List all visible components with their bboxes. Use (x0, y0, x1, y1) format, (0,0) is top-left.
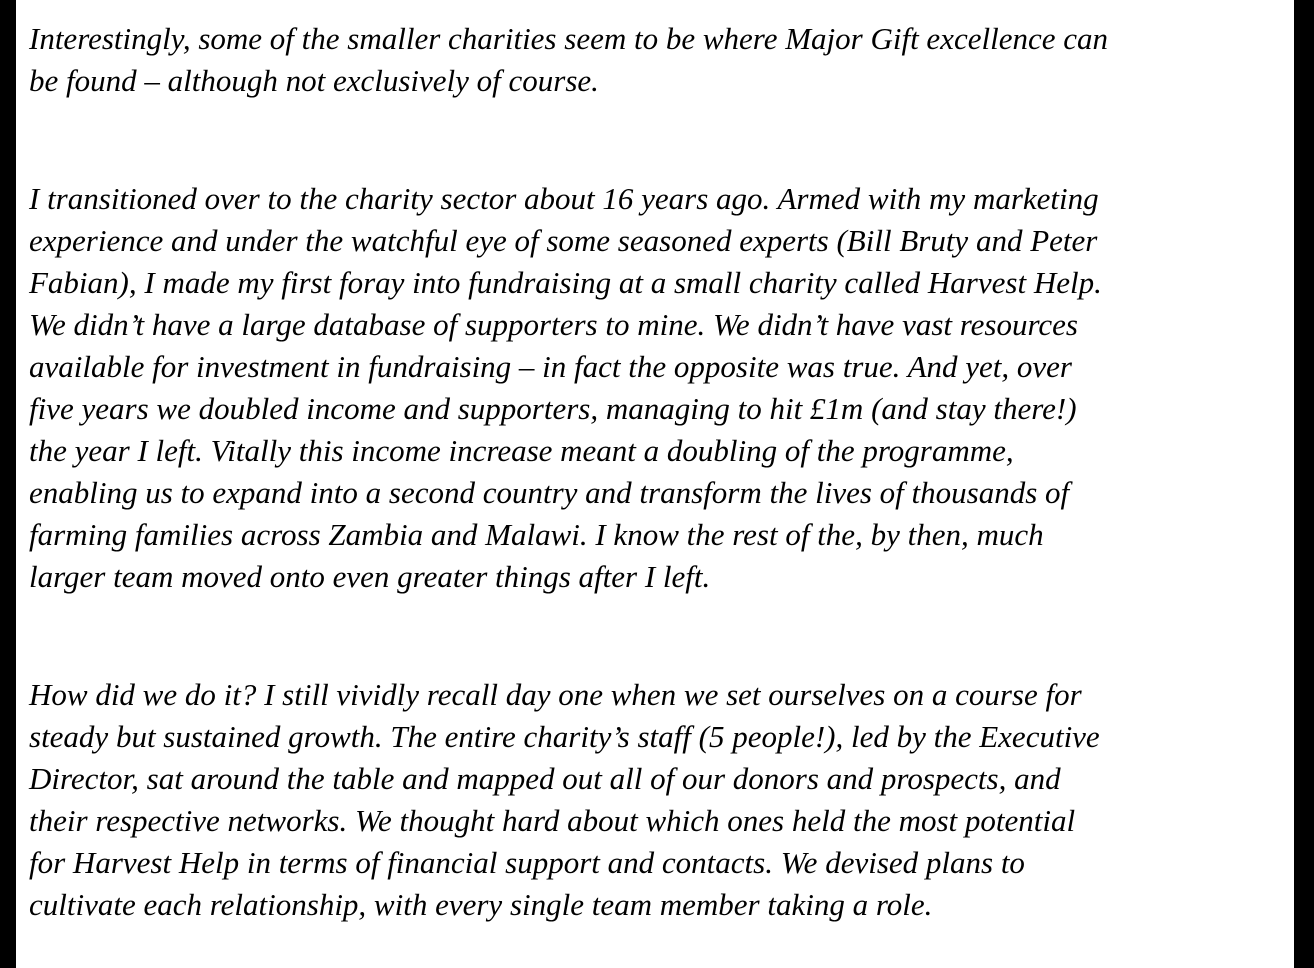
document-body (29, 18, 1291, 926)
paragraph-major-gift-intro: Interestingly, some of the smaller charities seem to be where Major Gift excellence can be found – although not exclusively of course. (29, 21, 1108, 98)
paragraph-how-we-did-it: How did we do it? I still vividly recall day one when we set ourselves on a course for steady but sustained growth. The entire charity’s staff (5 people!), led by the Executive Director, sat around the table and mapped out all of our donors and prospects, and their respective networks. We thought hard about which ones held the most potential for Harvest Help in terms of financial support and contacts. We devised plans to cultivate each relationship, with every single team member taking a role. (29, 677, 1100, 922)
paragraph-harvest-help-story: I transitioned over to the charity sector about 16 years ago. Armed with my marketing experience and under the watchful eye of some seasoned experts (Bill Bruty and Peter Fabian), I made my first foray into fundraising at a small charity called Harvest Help. We didn’t have a large database of supporters to mine. We didn’t have vast resources available for investment in fundraising – in fact the opposite was true. And yet, over five years we doubled income and supporters, managing to hit £1m (and stay there!) the year I left. Vitally this income increase meant a doubling of the programme, enabling us to expand into a second country and transform the lives of thousands of farming families across Zambia and Malawi. I know the rest of the, by then, much larger team moved onto even greater things after I left. (29, 181, 1102, 594)
document-page (16, 0, 1294, 968)
